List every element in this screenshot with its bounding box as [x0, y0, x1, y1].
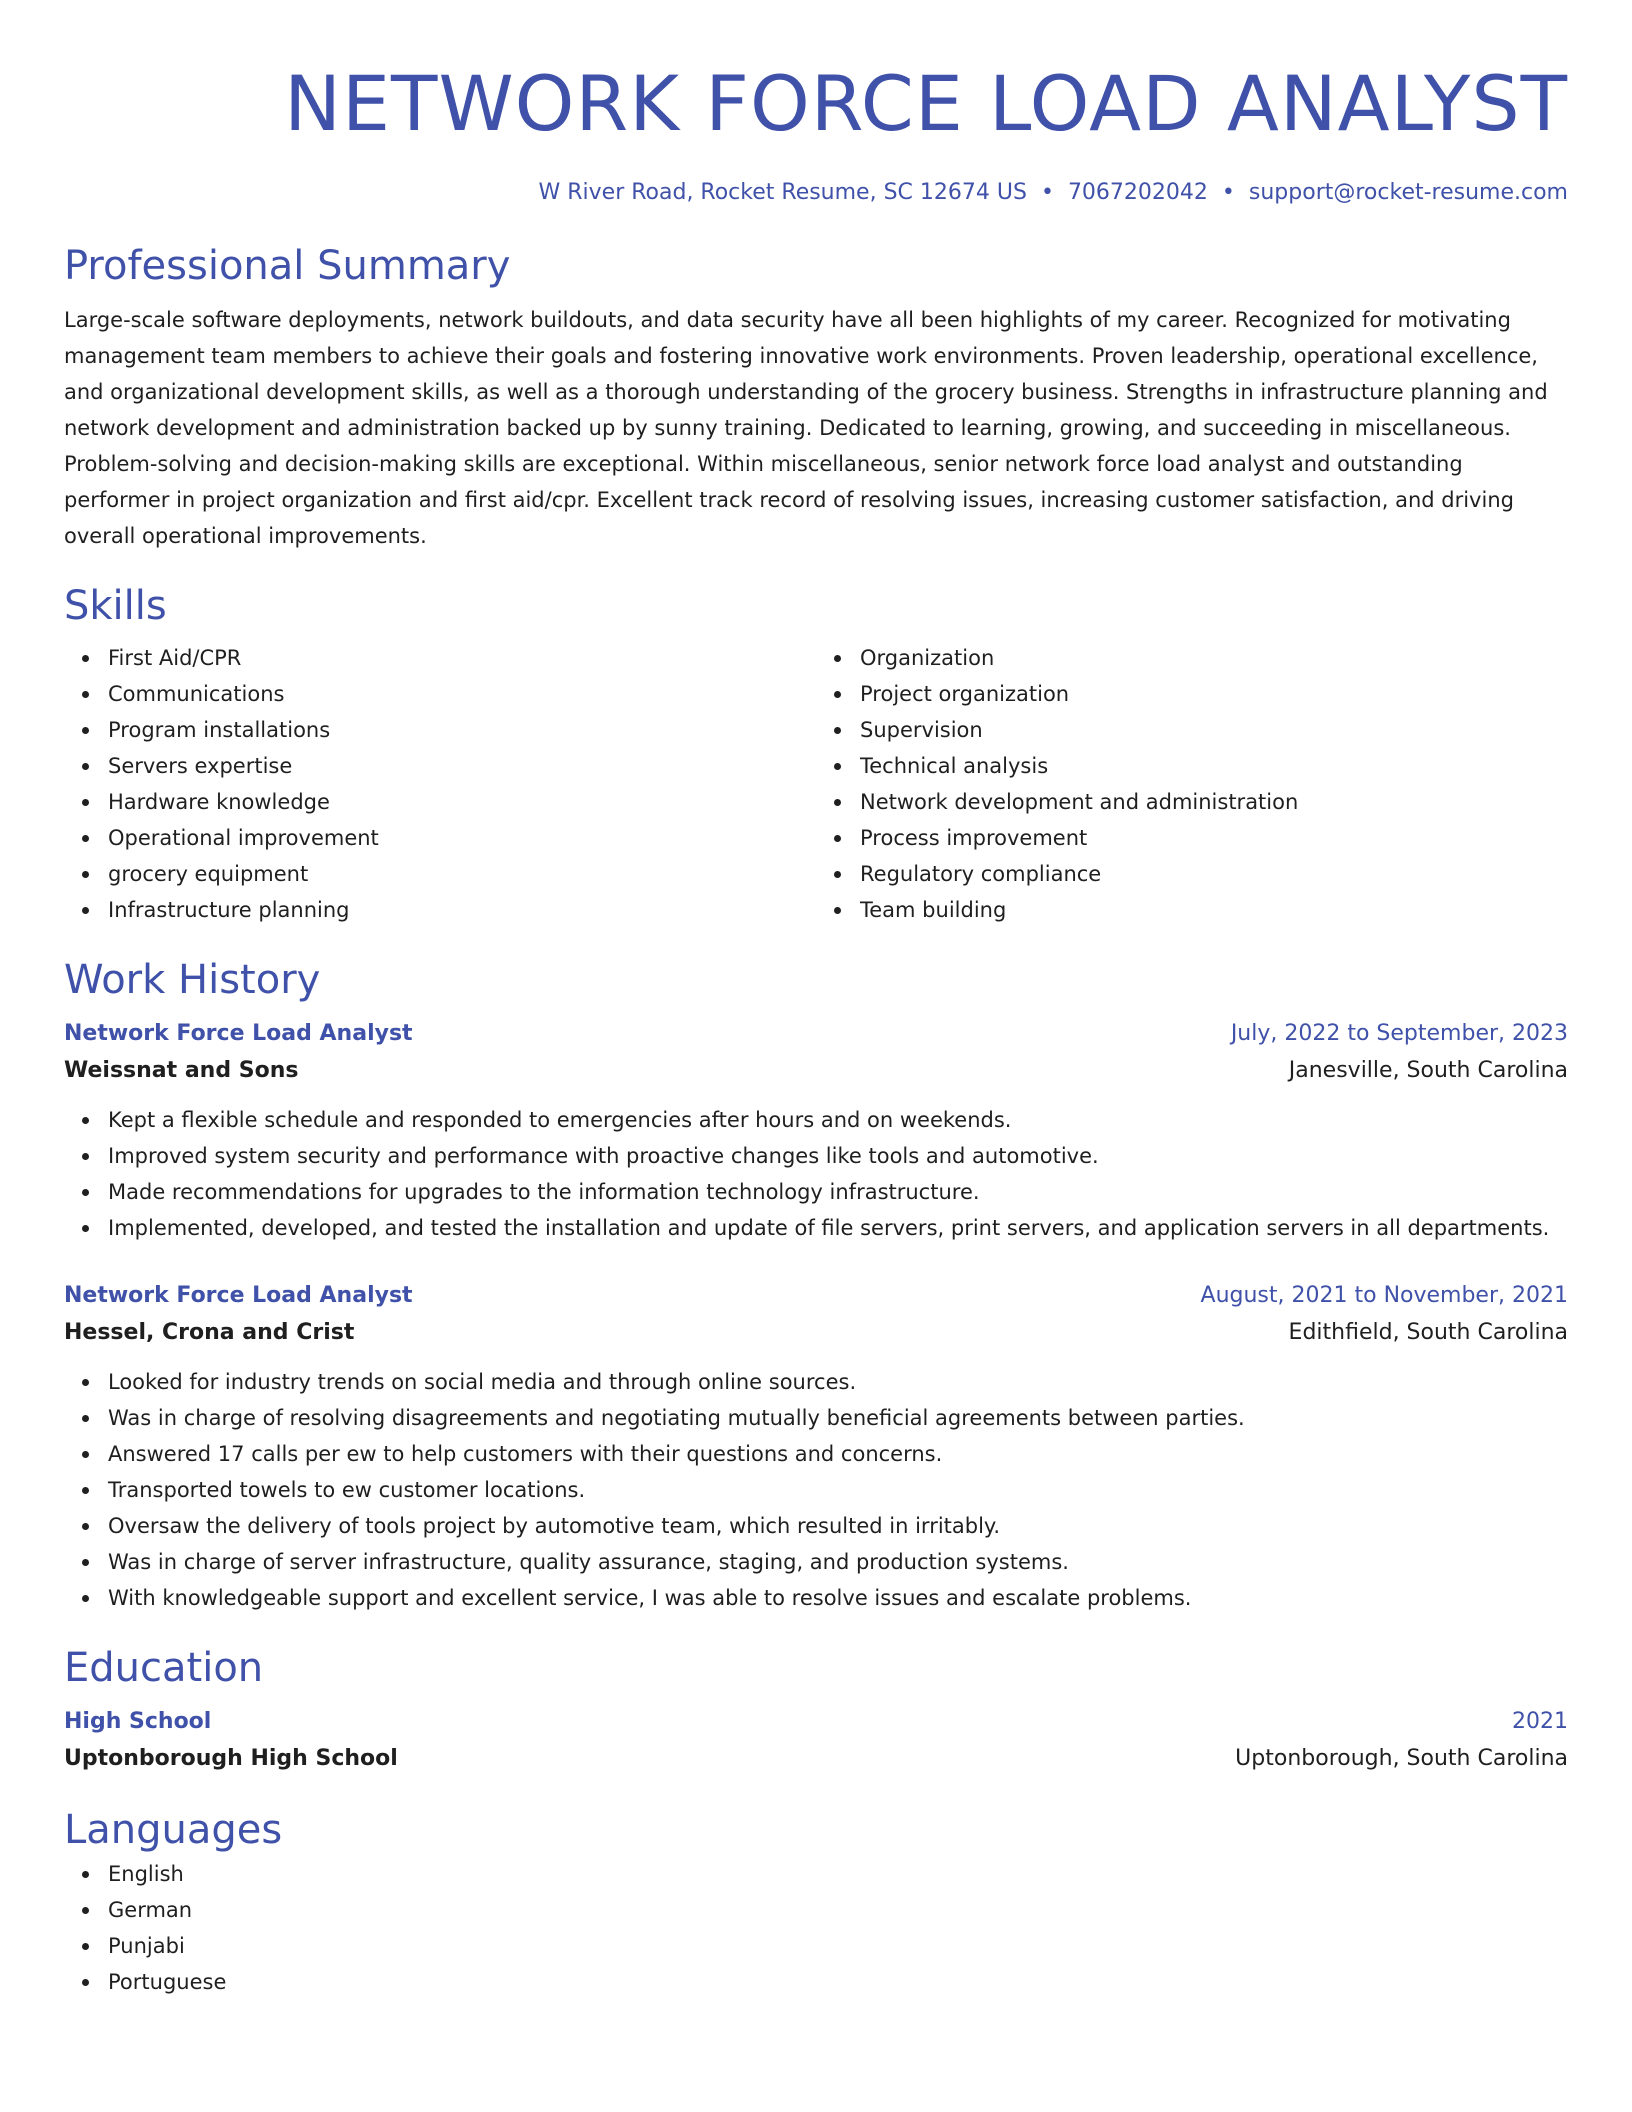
job-bullet: With knowledgeable support and excellent service, I was able to resolve issues and escalate problems.: [108, 1580, 1568, 1616]
job-bullets: [64, 1102, 1568, 1246]
education-degree: High School: [64, 1709, 212, 1734]
education-school: Uptonborough High School: [64, 1746, 398, 1771]
job-bullet: Looked for industry trends on social media and through online sources.: [108, 1364, 1568, 1400]
languages-section: [64, 1804, 1568, 2000]
job-dates: July, 2022 to September, 2023: [1230, 1021, 1568, 1046]
skill-item: grocery equipment: [108, 856, 816, 892]
job-bullet: Was in charge of server infrastructure, quality assurance, staging, and production systems.: [108, 1544, 1568, 1580]
education-year: 2021: [1512, 1709, 1568, 1734]
section-title-summary: Professional Summary: [64, 243, 511, 289]
skill-item: Communications: [108, 676, 816, 712]
job-company: Hessel, Crona and Crist: [64, 1320, 355, 1345]
skills-section: [64, 580, 1568, 928]
language-item: Portuguese: [108, 1964, 1568, 2000]
skill-item: Servers expertise: [108, 748, 816, 784]
education-section: [64, 1642, 1568, 1778]
job-bullet: Made recommendations for upgrades to the information technology infrastructure.: [108, 1174, 1568, 1210]
education-entry: [64, 1704, 1568, 1778]
job-location: Janesville, South Carolina: [1288, 1058, 1568, 1083]
skill-item: Team building: [860, 892, 1568, 928]
skill-item: First Aid/CPR: [108, 640, 816, 676]
contact-address: W River Road, Rocket Resume, SC 12674 US: [538, 180, 1027, 205]
contact-line: [64, 178, 1568, 208]
work-history-section: [64, 954, 1568, 1616]
skill-item: Supervision: [860, 712, 1568, 748]
job-entry: [64, 1278, 1568, 1616]
skills-column-right: [816, 640, 1568, 928]
job-bullet: Was in charge of resolving disagreements and negotiating mutually beneficial agreements between parties.: [108, 1400, 1568, 1436]
skill-item: Program installations: [108, 712, 816, 748]
job-bullet: Kept a flexible schedule and responded to emergencies after hours and on weekends.: [108, 1102, 1568, 1138]
skills-grid: [64, 640, 1568, 928]
job-company: Weissnat and Sons: [64, 1058, 299, 1083]
skill-item: Infrastructure planning: [108, 892, 816, 928]
job-location: Edithfield, South Carolina: [1288, 1320, 1568, 1345]
skill-item: Project organization: [860, 676, 1568, 712]
skill-item: Network development and administration: [860, 784, 1568, 820]
job-title: Network Force Load Analyst: [64, 1021, 413, 1046]
job-bullet: Oversaw the delivery of tools project by automotive team, which resulted in irritably.: [108, 1508, 1568, 1544]
job-bullet: Transported towels to ew customer locations.: [108, 1472, 1568, 1508]
skill-item: Organization: [860, 640, 1568, 676]
skill-item: Process improvement: [860, 820, 1568, 856]
skills-column-left: [64, 640, 816, 928]
contact-separator: •: [1040, 180, 1054, 205]
language-item: Punjabi: [108, 1928, 1568, 1964]
job-bullet: Answered 17 calls per ew to help customers with their questions and concerns.: [108, 1436, 1568, 1472]
job-title: Network Force Load Analyst: [64, 1283, 413, 1308]
languages-list: [64, 1856, 1568, 2000]
contact-phone: 7067202042: [1067, 180, 1208, 205]
skill-item: Regulatory compliance: [860, 856, 1568, 892]
summary-section: [64, 240, 1568, 554]
job-entry: [64, 1016, 1568, 1246]
skill-item: Operational improvement: [108, 820, 816, 856]
job-dates: August, 2021 to November, 2021: [1200, 1283, 1568, 1308]
language-item: English: [108, 1856, 1568, 1892]
section-title-languages: Languages: [64, 1807, 283, 1853]
language-item: German: [108, 1892, 1568, 1928]
contact-separator: •: [1221, 180, 1235, 205]
job-bullet: Improved system security and performance with proactive changes like tools and automotive.: [108, 1138, 1568, 1174]
resume-name: NETWORK FORCE LOAD ANALYST: [284, 59, 1568, 148]
section-title-education: Education: [64, 1645, 264, 1691]
job-bullets: [64, 1364, 1568, 1616]
section-title-skills: Skills: [64, 583, 167, 629]
summary-text: Large-scale software deployments, network buildouts, and data security have all been highlights of my career. Recognized for motivating management team members to achieve their goals and fostering innovative work environments. Proven leadership, operational excellence, and organizational development skills, as well as a thorough understanding of the grocery business. Strengths in infrastructure planning and network development and administration backed up by sunny training. Dedicated to learning, growing, and succeeding in miscellaneous. Problem-solving and decision-making skills are exceptional. Within miscellaneous, senior network force load analyst and outstanding performer in project organization and first aid/cpr. Excellent track record of resolving issues, increasing customer satisfaction, and driving overall operational improvements.: [64, 308, 1548, 548]
contact-email: support@rocket-resume.com: [1248, 180, 1568, 205]
skill-item: Technical analysis: [860, 748, 1568, 784]
education-location: Uptonborough, South Carolina: [1235, 1746, 1568, 1771]
section-title-work-history: Work History: [64, 957, 321, 1003]
job-bullet: Implemented, developed, and tested the installation and update of file servers, print servers, and application servers in all departments.: [108, 1210, 1568, 1246]
skill-item: Hardware knowledge: [108, 784, 816, 820]
